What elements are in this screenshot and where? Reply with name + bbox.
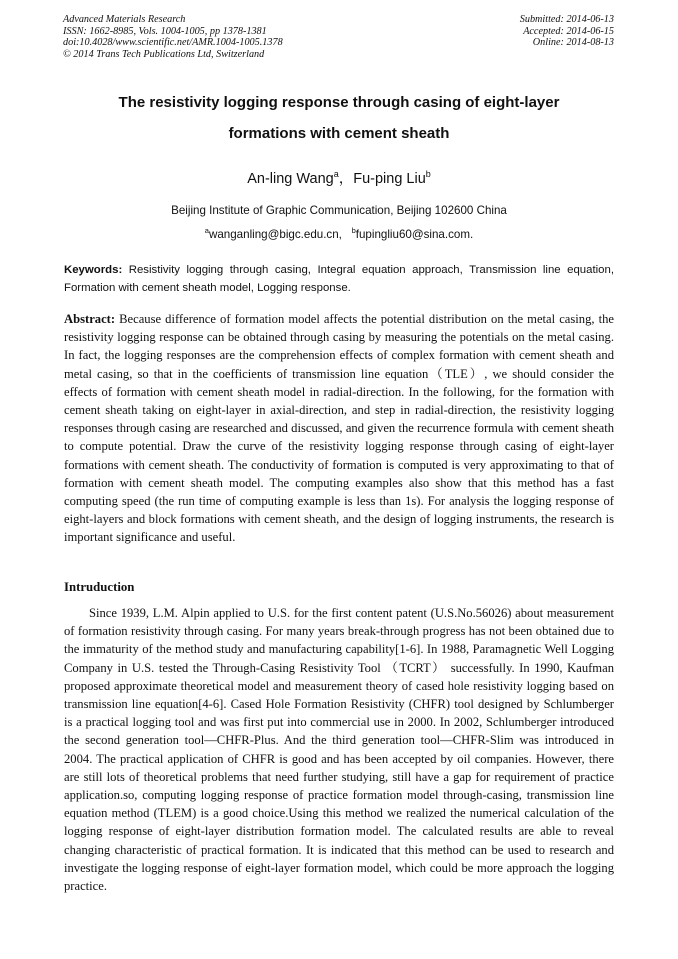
publication-dates (520, 14, 614, 49)
affiliation: Beijing Institute of Graphic Communication, Beijing 102600 China (171, 204, 507, 217)
introduction-paragraph: Since 1939, L.M. Alpin applied to U.S. for the first content patent (U.S.No.56026) about measurement of formation resistivity through casing. For many years break-through progress has not been obtained due to the immaturity of the method study and manufacturing capability[1-6]. In 1988, Paramagnetic Well Logging Company in U.S. tested the Through-Casing Resistivity Tool （TCRT） successfully. In 1990, Kaufman proposed approximate theoretical model and measurement theory of cased hole resistivity logging based on transmission line equation[4-6]. Cased Hole Formation Resistivity (CHFR) tool designed by Schlumberger is a practical logging tool and was first put into commercial use in 2000. In 2002, Schlumberger introduced the second generation tool—CHFR-Plus. And the third generation tool—CHFR-Slim was introduced in 2004. The practical application of CHFR is good and has been accepted by oil companies. However, there are still lots of theoretical problems that need further studying, still have a gap for requirement of practice application.so, computing logging response of practice formation model through-casing, transmission line equation method (TLEM) is a good choice.Using this method we realized the numerical calculation of the logging response of eight-layer distribution formation model. The calculated results are able to reveal changing characteristic of practical formation. It is indicated that this method can be used to research and investigate the logging response of eight-layer formation model, which could be more approach the logging practice. (64, 606, 614, 894)
author-separator: ， (338, 171, 354, 187)
journal-header (63, 14, 283, 60)
introduction-heading: Intruduction (64, 580, 135, 594)
email-1-mark: a (204, 226, 209, 235)
abstract-label: Abstract: (64, 312, 116, 326)
journal-issn: ISSN: 1662-8985, Vols. 1004-1005, pp 1378-1381 (63, 25, 267, 37)
keywords-label: Keywords: (64, 264, 123, 276)
author-1-name: An-ling Wang (247, 171, 334, 187)
journal-copyright: © 2014 Trans Tech Publications Ltd, Switzerland (63, 48, 265, 60)
journal-name: Advanced Materials Research (63, 14, 186, 25)
abstract-text: Because difference of formation model affects the potential distribution on the metal casing, the resistivity logging response can be obtained through casing by measuring the potentials on the metal casing. In fact, the logging responses are the comprehension effects of complex formation with cement sheath and metal casing, so that in the coefficients of transmission line equation（TLE）, we should consider the effects of formation with cement sheath model in radial-direction. In the following, for the formation with cement sheath taking on eight-layer in axial-direction, and step in radial-direction, the resistivity logging responses through casing are researched and discussed, and given the recurrence formula with cement sheath to compute potential. Draw the curve of the resistivity logging response through casing of eight-layer formations with cement sheath. The conductivity of formation is computed is very approximating to that of formation with cement sheath model. The computing examples also show that this method has a fast computing speed (the run time of computing example is less than 1s). For analysis the logging response of eight-layers and block formations with cement sheath, and the design of logging instruments, the research is important significance and useful. (64, 312, 614, 545)
paper-title-line-2: formations with cement sheath (228, 125, 450, 142)
submitted-date: Submitted: 2014-06-13 (519, 14, 614, 25)
author-emails (0, 226, 678, 241)
author-1-affil-mark: a (333, 169, 339, 179)
author-2-affil-mark: b (425, 169, 431, 179)
online-date: Online: 2014-08-13 (532, 37, 614, 49)
email-2-mark: b (351, 226, 356, 235)
keywords-text: Resistivity logging through casing, Integral equation approach, Transmission line equation, Formation with cement sheath model, Logging response. (64, 264, 614, 294)
email-1-link[interactable]: wanganling@bigc.edu.cn, (208, 228, 342, 241)
email-2-link[interactable]: fupingliu60@sina.com. (355, 228, 474, 241)
abstract-block (64, 310, 614, 547)
paper-title-line-1: The resistivity logging response through casing of eight-layer (118, 94, 560, 111)
accepted-date: Accepted: 2014-06-15 (523, 25, 614, 37)
author-2-name: Fu-ping Liu (353, 171, 426, 187)
author-list (0, 167, 678, 188)
journal-doi: doi:10.4028/www.scientific.net/AMR.1004-1005.1378 (63, 37, 283, 49)
keywords-block (64, 262, 614, 297)
